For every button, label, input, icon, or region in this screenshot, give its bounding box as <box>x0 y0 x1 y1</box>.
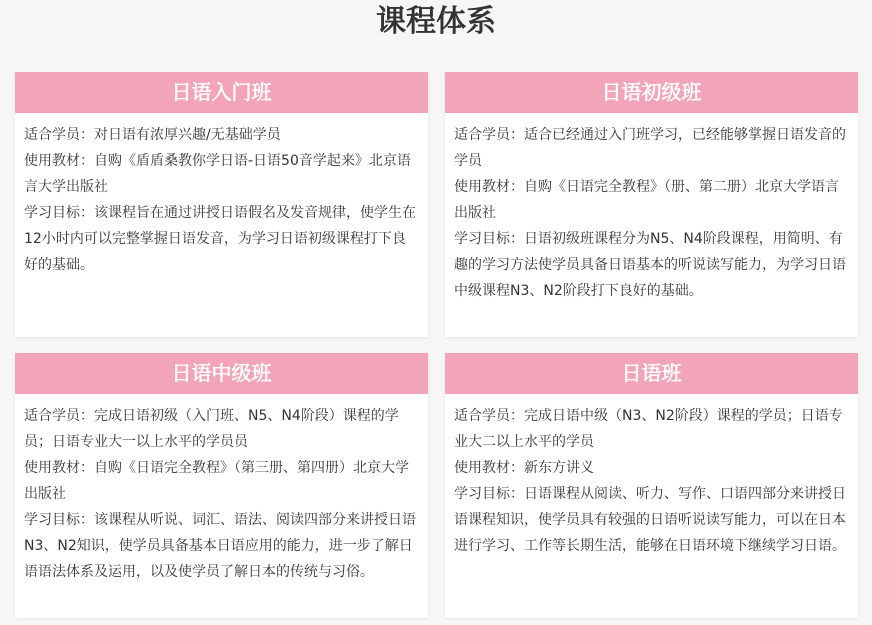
course-textbook: 使用教材：自购《日语完全教程》（册、第二册）北京大学语言出版社 <box>454 179 839 221</box>
course-card-advanced <box>445 353 858 618</box>
course-title: 日语初级班 <box>445 72 858 113</box>
course-body <box>445 394 858 559</box>
course-students: 适合学员：完成日语初级（入门班、N5、N4阶段）课程的学员；日语专业大一以上水平的学员员 <box>24 408 399 450</box>
course-students: 适合学员：适合已经通过入门班学习，已经能够掌握日语发音的学员 <box>454 127 846 169</box>
course-body <box>15 394 428 585</box>
page-title: 课程体系 <box>376 4 496 39</box>
course-card-intro <box>15 72 428 337</box>
course-card-elementary <box>445 72 858 337</box>
course-title: 日语入门班 <box>15 72 428 113</box>
course-title: 日语中级班 <box>15 353 428 394</box>
course-body <box>445 113 858 304</box>
course-goal: 学习目标：该课程旨在通过讲授日语假名及发音规律，使学生在12小时内可以完整掌握日语发音，为学习日语初级课程打下良好的基础。 <box>24 205 416 273</box>
course-title: 日语班 <box>445 353 858 394</box>
course-goal: 学习目标：日语课程从阅读、听力、写作、口语四部分来讲授日语课程知识，使学员具有较强的日语听说读写能力，可以在日本进行学习、工作等长期生活，能够在日语环境下继续学习日语。 <box>454 486 846 554</box>
course-card-intermediate <box>15 353 428 618</box>
course-students: 适合学员：完成日语中级（N3、N2阶段）课程的学员；日语专业大二以上水平的学员 <box>454 408 843 450</box>
course-body <box>15 113 428 278</box>
course-goal: 学习目标：该课程从听说、词汇、语法、阅读四部分来讲授日语N3、N2知识，使学员具备基本日语应用的能力，进一步了解日语语法体系及运用，以及使学员了解日本的传统与习俗。 <box>24 512 416 580</box>
course-textbook: 使用教材：新东方讲义 <box>454 460 594 476</box>
course-textbook: 使用教材：自购《盾盾桑教你学日语-日语50音学起来》北京语言大学出版社 <box>24 153 411 195</box>
course-goal: 学习目标：日语初级班课程分为N5、N4阶段课程，用简明、有趣的学习方法使学员具备日语基本的听说读写能力，为学习日语中级课程N3、N2阶段打下良好的基础。 <box>454 231 846 299</box>
course-students: 适合学员：对日语有浓厚兴趣/无基础学员 <box>24 127 281 143</box>
course-textbook: 使用教材：自购《日语完全教程》（第三册、第四册）北京大学出版社 <box>24 460 409 502</box>
